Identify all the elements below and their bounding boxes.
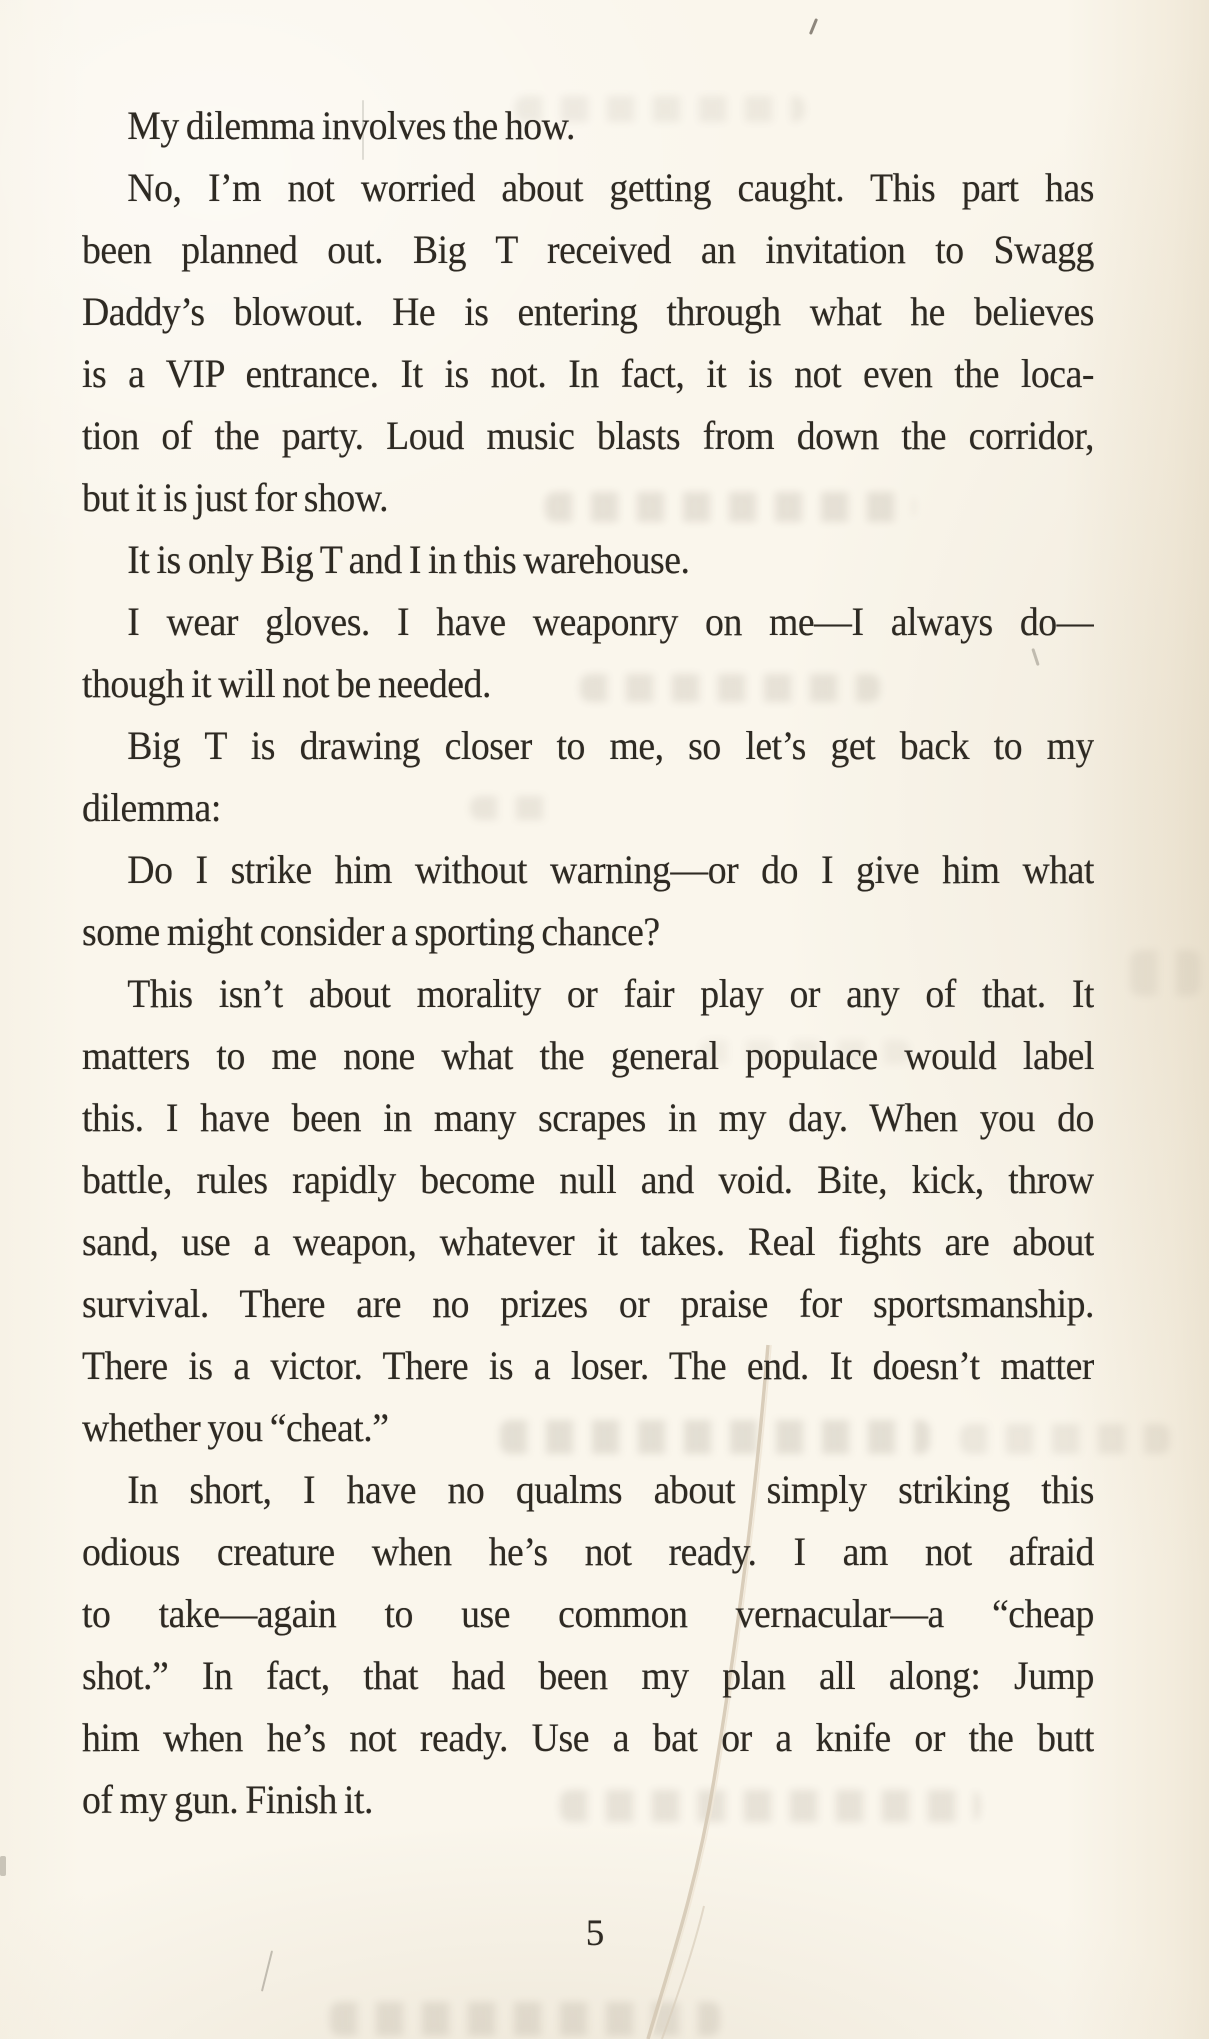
text-line: Daddy’s blowout. He is entering through what he believes — [82, 289, 1094, 334]
text-line: battle, rules rapidly become null and void. Bite, kick, throw — [82, 1157, 1094, 1202]
text-line: dilemma: — [82, 785, 221, 830]
page-number: 5 — [585, 1913, 605, 1954]
text-line: This isn’t about morality or fair play or any of that. It — [127, 971, 1094, 1016]
text-line: matters to me none what the general populace would label — [82, 1033, 1094, 1078]
text-line: In short, I have no qualms about simply striking this — [127, 1467, 1094, 1512]
text-line: of my gun. Finish it. — [82, 1777, 373, 1822]
text-line: him when he’s not ready. Use a bat or a knife or the butt — [82, 1715, 1094, 1760]
text-line: It is only Big T and I in this warehouse. — [127, 537, 690, 582]
text-line: No, I’m not worried about getting caught. This part has — [127, 165, 1094, 210]
text-line: this. I have been in many scrapes in my day. When you do — [82, 1095, 1094, 1140]
text-line: shot.” In fact, that had been my plan all along: Jump — [82, 1653, 1094, 1698]
text-line: odious creature when he’s not ready. I am not afraid — [82, 1529, 1094, 1574]
text-line: whether you “cheat.” — [82, 1405, 389, 1450]
text-line: though it will not be needed. — [82, 661, 491, 706]
text-line: survival. There are no prizes or praise for sportsmanship. — [82, 1281, 1094, 1326]
text-line: is a VIP entrance. It is not. In fact, it is not even the loca- — [82, 351, 1094, 396]
text-line: to take—again to use common vernacular—a “cheap — [82, 1591, 1094, 1636]
text-line: Do I strike him without warning—or do I give him what — [127, 847, 1094, 892]
text-line: been planned out. Big T received an invitation to Swagg — [82, 227, 1094, 272]
text-line: but it is just for show. — [82, 475, 389, 520]
body-text — [82, 95, 1094, 1831]
text-line: Big T is drawing closer to me, so let’s get back to my — [127, 723, 1094, 768]
text-line: There is a victor. There is a loser. The end. It doesn’t matter — [82, 1343, 1094, 1388]
text-line: sand, use a weapon, whatever it takes. Real fights are about — [82, 1219, 1094, 1264]
text-line: tion of the party. Loud music blasts from down the corridor, — [82, 413, 1094, 458]
text-line: My dilemma involves the how. — [127, 103, 575, 148]
text-line: some might consider a sporting chance? — [82, 909, 660, 954]
text-line: I wear gloves. I have weaponry on me—I always do— — [127, 599, 1094, 644]
